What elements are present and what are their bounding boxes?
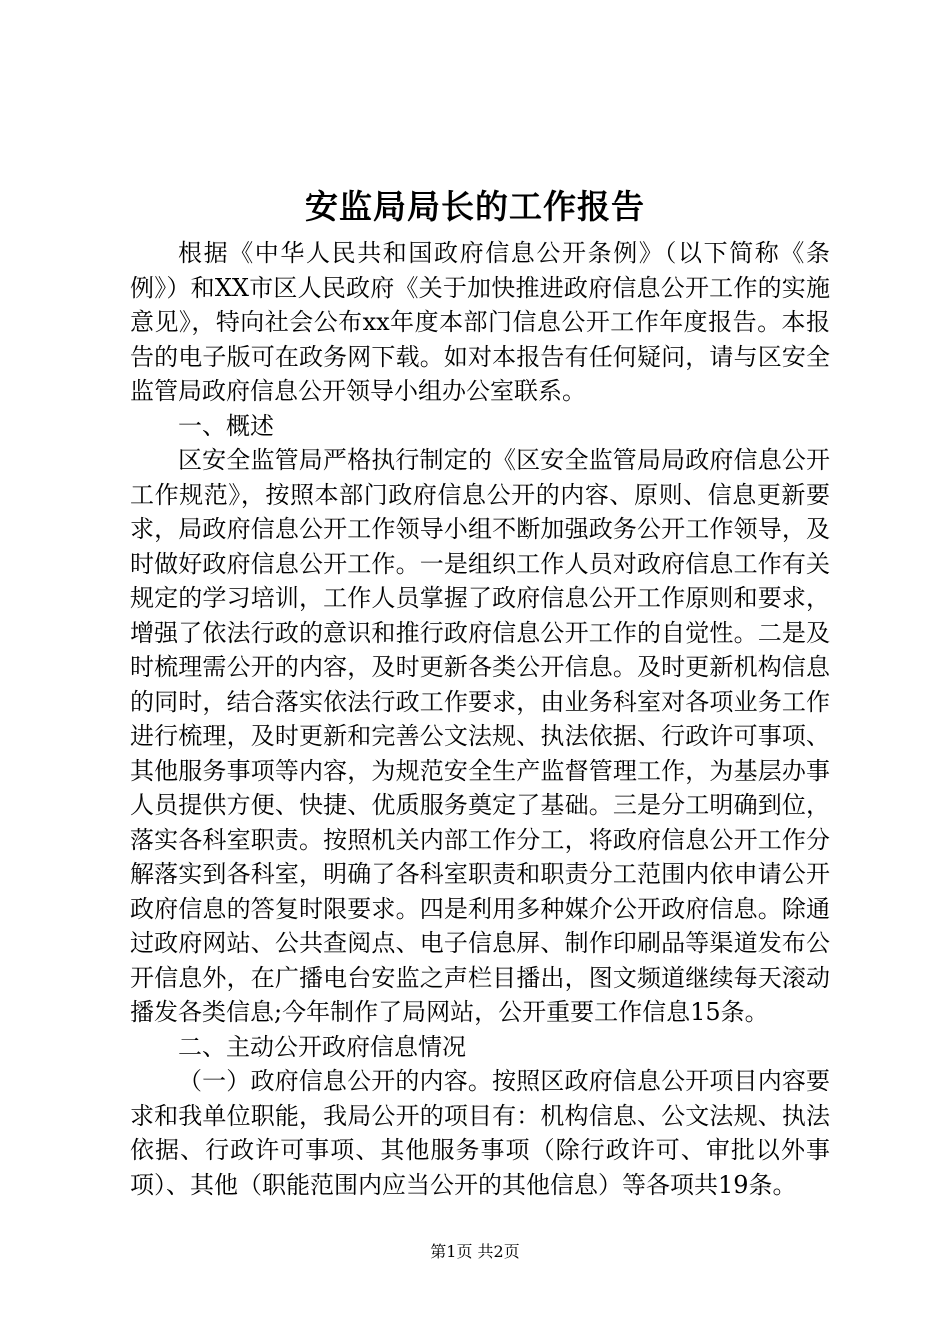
document-title: 安监局局长的工作报告 xyxy=(305,187,645,226)
section-heading-overview: 一、概述 xyxy=(178,411,274,440)
document-body xyxy=(130,236,830,1202)
section-heading-active-disclosure: 二、主动公开政府信息情况 xyxy=(178,1032,466,1061)
paragraph-disclosure-content: （一）政府信息公开的内容。按照区政府信息公开项目内容要求和我单位职能，我局公开的项目有：机构信息、公文法规、执法依据、行政许可事项、其他服务事项（除行政许可、审批以外事项）、其他（职能范围内应当公开的其他信息）等各项共19条。 xyxy=(130,1067,830,1199)
page-number-footer: 第1页 共2页 xyxy=(430,1242,520,1261)
paragraph-overview: 区安全监管局严格执行制定的《区安全监管局局政府信息公开工作规范》，按照本部门政府信息公开的内容、原则、信息更新要求，局政府信息公开工作领导小组不断加强政务公开工作领导，及时做好政府信息公开工作。一是组织工作人员对政府信息工作有关规定的学习培训，工作人员掌握了政府信息公开工作原则和要求，增强了依法行政的意识和推行政府信息公开工作的自觉性。二是及时梳理需公开的内容，及时更新各类公开信息。及时更新机构信息的同时，结合落实依法行政工作要求，由业务科室对各项业务工作进行梳理，及时更新和完善公文法规、执法依据、行政许可事项、其他服务事项等内容，为规范安全生产监督管理工作，为基层办事人员提供方便、快捷、优质服务奠定了基础。三是分工明确到位，落实各科室职责。按照机关内部工作分工，将政府信息公开工作分解落实到各科室，明确了各科室职责和职责分工范围内依申请公开政府信息的答复时限要求。四是利用多种媒介公开政府信息。除通过政府网站、公共查阅点、电子信息屏、制作印刷品等渠道发布公开信息外，在广播电台安监之声栏目播出，图文频道继续每天滚动播发各类信息;今年制作了局网站，公开重要工作信息15条。 xyxy=(130,446,830,1026)
paragraph-intro: 根据《中华人民共和国政府信息公开条例》（以下简称《条例》）和XX市区人民政府《关于加快推进政府信息公开工作的实施意见》，特向社会公布xx年度本部门信息公开工作年度报告。本报告的电子版可在政务网下载。如对本报告有任何疑问，请与区安全监管局政府信息公开领导小组办公室联系。 xyxy=(130,239,830,405)
